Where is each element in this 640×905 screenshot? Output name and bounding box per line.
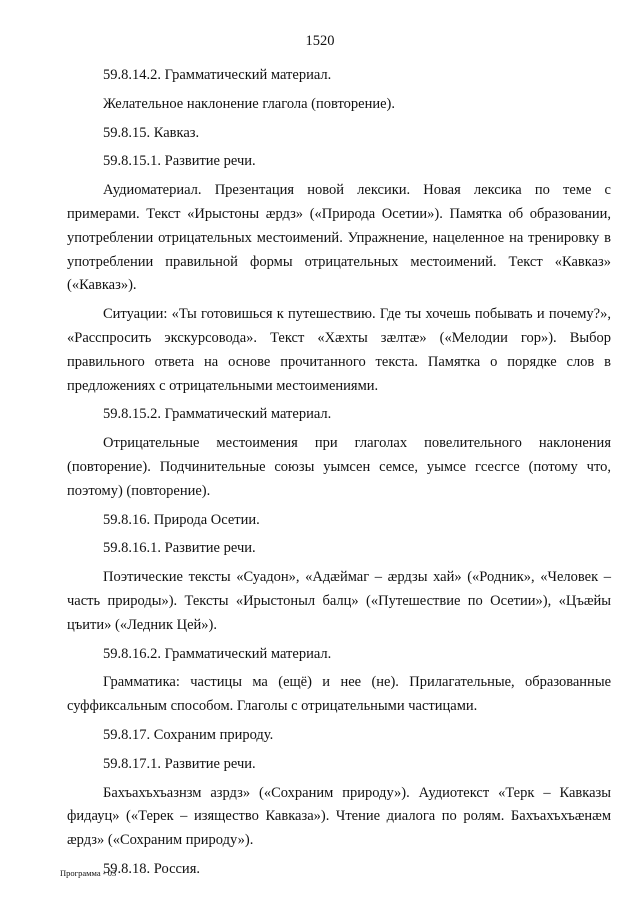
section-heading: 59.8.18. Россия. bbox=[103, 860, 200, 877]
page-footer: Программа - 03 bbox=[60, 868, 117, 878]
paragraph: Поэтические тексты «Суадон», «Адæймаг – æрдзы хай» («Родник», «Человек – часть природы»). Тексты «Ирыстоныл балц» («Путешествие по Осетии»), «Цъæйы цъити» («Ледник Цей»). bbox=[67, 569, 611, 633]
subsection-heading: 59.8.16.1. Развитие речи. bbox=[103, 540, 256, 557]
subsection-heading: 59.8.15.1. Развитие речи. bbox=[103, 153, 256, 170]
paragraph: Желательное наклонение глагола (повторение). bbox=[103, 95, 395, 112]
subsection-heading: 59.8.16.2. Грамматический материал. bbox=[103, 645, 332, 662]
paragraph: Аудиоматериал. Презентация новой лексики. Новая лексика по теме с примерами. Текст «Ирыстоны æрдз» («Природа Осетии»). Памятка об образовании, употреблении отрицательных местоимений. Упражнение, нацеленное на тренировку в употреблении правильной формы отрицательных местоимений. Текст «Кавказ» («Кавказ»). bbox=[67, 182, 611, 294]
paragraph: Отрицательные местоимения при глаголах повелительного наклонения (повторение). Подчинительные союзы уымсен семсе, уымсе гсесгсе (потому что, поэтому) (повторение). bbox=[67, 435, 611, 499]
page-number: 1520 bbox=[305, 33, 335, 49]
paragraph: Грамматика: частицы ма (ещё) и нее (не). Прилагательные, образованные суффиксальным способом. Глаголы с отрицательными частицами. bbox=[67, 674, 611, 715]
paragraph: Ситуации: «Ты готовишься к путешествию. Где ты хочешь побывать и почему?», «Расспросить экскурсовода». Текст «Хæхты зæлтæ» («Мелодии гор»). Выбор правильного ответа на основе прочитанного текста. Памятка о порядке слов в предложениях с отрицательными местоимениями. bbox=[67, 306, 611, 394]
paragraph: Бахъахъхъазнзм азрдз» («Сохраним природу»). Аудиотекст «Терк – Кавказы фидауц» («Терек – изящество Кавказа»). Чтение диалога по ролям. Бахъахъхъæнæм æрдз» («Сохраним природу»). bbox=[67, 784, 611, 849]
section-heading: 59.8.17. Сохраним природу. bbox=[103, 726, 274, 743]
section-heading: 59.8.15. Кавказ. bbox=[103, 124, 200, 141]
subsection-heading: 59.8.17.1. Развитие речи. bbox=[103, 755, 256, 772]
section-heading: 59.8.16. Природа Осетии. bbox=[103, 511, 260, 528]
paragraph: 59.8.14.2. Грамматический материал. bbox=[103, 67, 332, 83]
document-body bbox=[67, 64, 611, 882]
subsection-heading: 59.8.15.2. Грамматический материал. bbox=[103, 406, 332, 423]
